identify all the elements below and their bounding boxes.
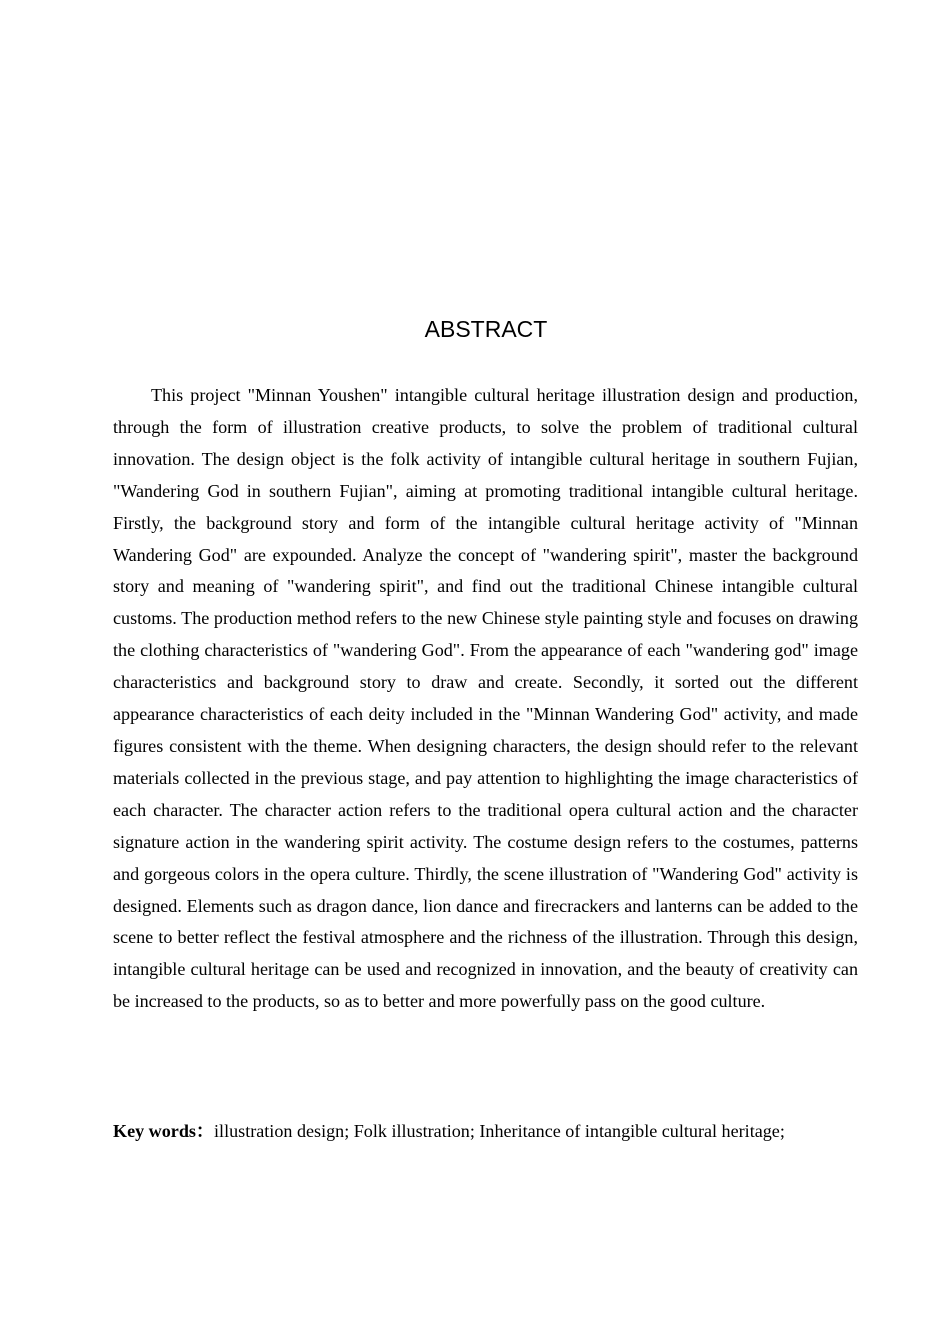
keywords-label: Key words： [113,1121,215,1141]
abstract-title: ABSTRACT [424,316,548,342]
abstract-body: This project "Minnan Youshen" intangible cultural heritage illustration design and production, through the form of illustration creative products, to solve the problem of traditional cultural innovation. The design object is the folk activity of intangible cultural heritage in southern Fujian, "Wandering God in southern Fujian", aiming at promoting traditional intangible cultural heritage. Firstly, the background story and form of the intangible cultural heritage activity of "Minnan Wandering God" are expounded. Analyze the concept of "wandering spirit", master the background story and meaning of "wandering spirit", and find out the traditional Chinese intangible cultural customs. The production method refers to the new Chinese style painting style and focuses on drawing the clothing characteristics of "wandering God". From the appearance of each "wandering god" image characteristics and background story to draw and create. Secondly, it sorted out the different appearance characteristics of each deity included in the "Minnan Wandering God" activity, and made figures consistent with the theme. When designing characters, the design should refer to the relevant materials collected in the previous stage, and pay attention to highlighting the image characteristics of each character. The character action refers to the traditional opera cultural action and the character signature action in the wandering spirit activity. The costume design refers to the costumes, patterns and gorgeous colors in the opera culture. Thirdly, the scene illustration of "Wandering God" activity is designed. Elements such as dragon dance, lion dance and firecrackers and lanterns can be added to the scene to better reflect the festival atmosphere and the richness of the illustration. Through this design, intangible cultural heritage can be used and recognized in innovation, and the beauty of creativity can be increased to the products, so as to better and more powerfully pass on the good culture. [113,385,858,1012]
keywords-text: illustration design; Folk illustration; Inheritance of intangible cultural heritage; [214,1121,785,1141]
keywords-line [113,1116,873,1146]
